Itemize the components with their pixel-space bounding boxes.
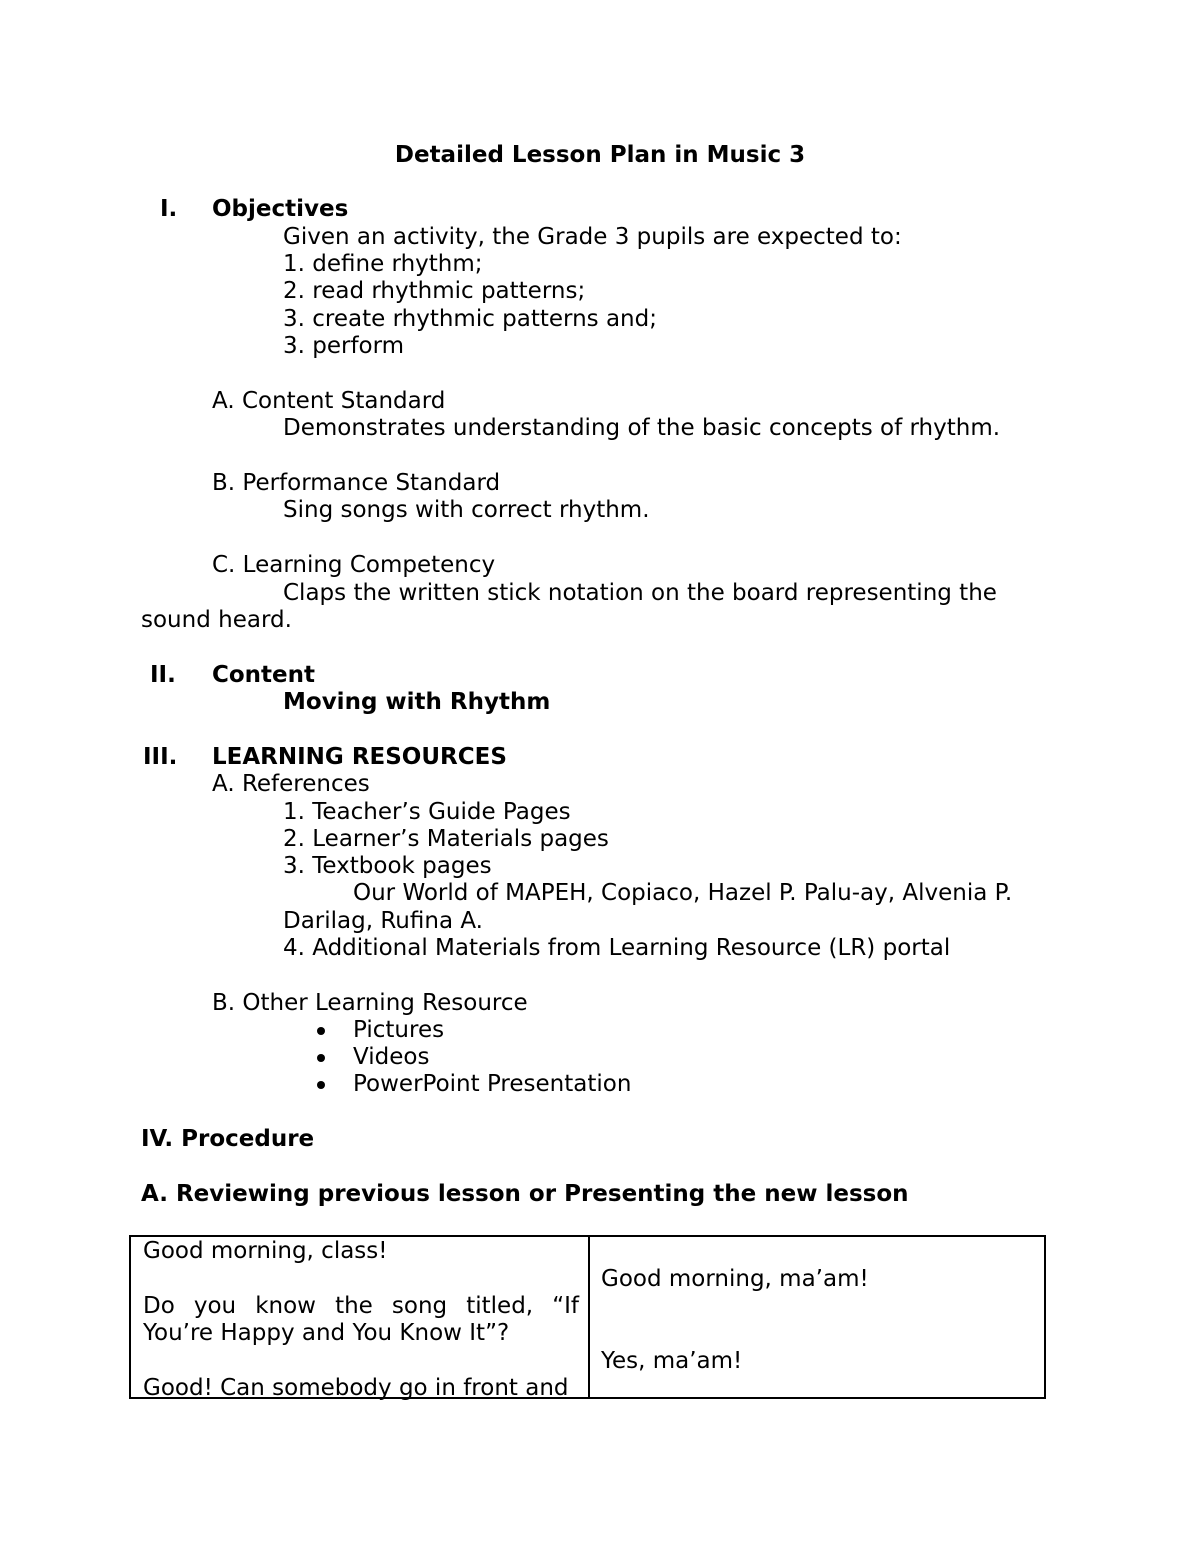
- bullet-icon: [317, 1054, 325, 1062]
- textbook-citation: Our World of MAPEH, Copiaco, Hazel P. Palu-ay, Alvenia P.: [353, 880, 1013, 906]
- performance-standard-label: B. Performance Standard: [212, 470, 501, 496]
- objective-item: 3. create rhythmic patterns and;: [283, 306, 657, 332]
- dialogue-table: [129, 1235, 1046, 1399]
- learning-competency-label: C. Learning Competency: [212, 552, 496, 578]
- content-standard-text: Demonstrates understanding of the basic concepts of rhythm.: [283, 415, 1001, 441]
- teacher-line: Good! Can somebody go in front and: [143, 1375, 569, 1401]
- objective-item: 2. read rhythmic patterns;: [283, 278, 586, 304]
- objective-item: 1. define rhythm;: [283, 251, 483, 277]
- content-standard-label: A. Content Standard: [212, 388, 446, 414]
- resources-heading: LEARNING RESOURCES: [212, 744, 507, 770]
- reference-item: 3. Textbook pages: [283, 853, 492, 879]
- objective-item: 3. perform: [283, 333, 405, 359]
- teacher-line: Do you know the song titled, “If: [143, 1293, 579, 1319]
- section-numeral-iii: III.: [143, 744, 178, 770]
- references-label: A. References: [212, 771, 370, 797]
- section-numeral-i: I.: [160, 196, 178, 222]
- procedure-subheading: A. Reviewing previous lesson or Presenting the new lesson: [141, 1181, 909, 1207]
- content-topic: Moving with Rhythm: [283, 689, 551, 715]
- other-resource-item: Pictures: [353, 1017, 445, 1043]
- learning-competency-text: Claps the written stick notation on the board representing the: [283, 580, 997, 606]
- section-numeral-ii: II.: [150, 662, 176, 688]
- bullet-icon: [317, 1027, 325, 1035]
- objectives-heading: Objectives: [212, 196, 349, 222]
- pupils-line: Yes, ma’am!: [601, 1348, 743, 1374]
- additional-materials: 4. Additional Materials from Learning Resource (LR) portal: [283, 935, 951, 961]
- pupils-line: Good morning, ma’am!: [601, 1266, 869, 1292]
- page-title: Detailed Lesson Plan in Music 3: [394, 142, 806, 168]
- bullet-icon: [317, 1081, 325, 1089]
- other-resource-item: Videos: [353, 1044, 430, 1070]
- performance-standard-text: Sing songs with correct rhythm.: [283, 497, 650, 523]
- learning-competency-text-cont: sound heard.: [141, 607, 292, 633]
- textbook-citation-cont: Darilag, Rufina A.: [283, 908, 483, 934]
- other-resource-item: PowerPoint Presentation: [353, 1071, 632, 1097]
- reference-item: 2. Learner’s Materials pages: [283, 826, 609, 852]
- teacher-line: You’re Happy and You Know It”?: [143, 1320, 510, 1346]
- content-heading: Content: [212, 662, 316, 688]
- table-column-divider: [588, 1237, 590, 1397]
- objectives-intro: Given an activity, the Grade 3 pupils are expected to:: [283, 224, 902, 250]
- other-resources-label: B. Other Learning Resource: [212, 990, 528, 1016]
- teacher-line: Good morning, class!: [143, 1238, 388, 1264]
- reference-item: 1. Teacher’s Guide Pages: [283, 799, 571, 825]
- procedure-heading: IV. Procedure: [141, 1126, 315, 1152]
